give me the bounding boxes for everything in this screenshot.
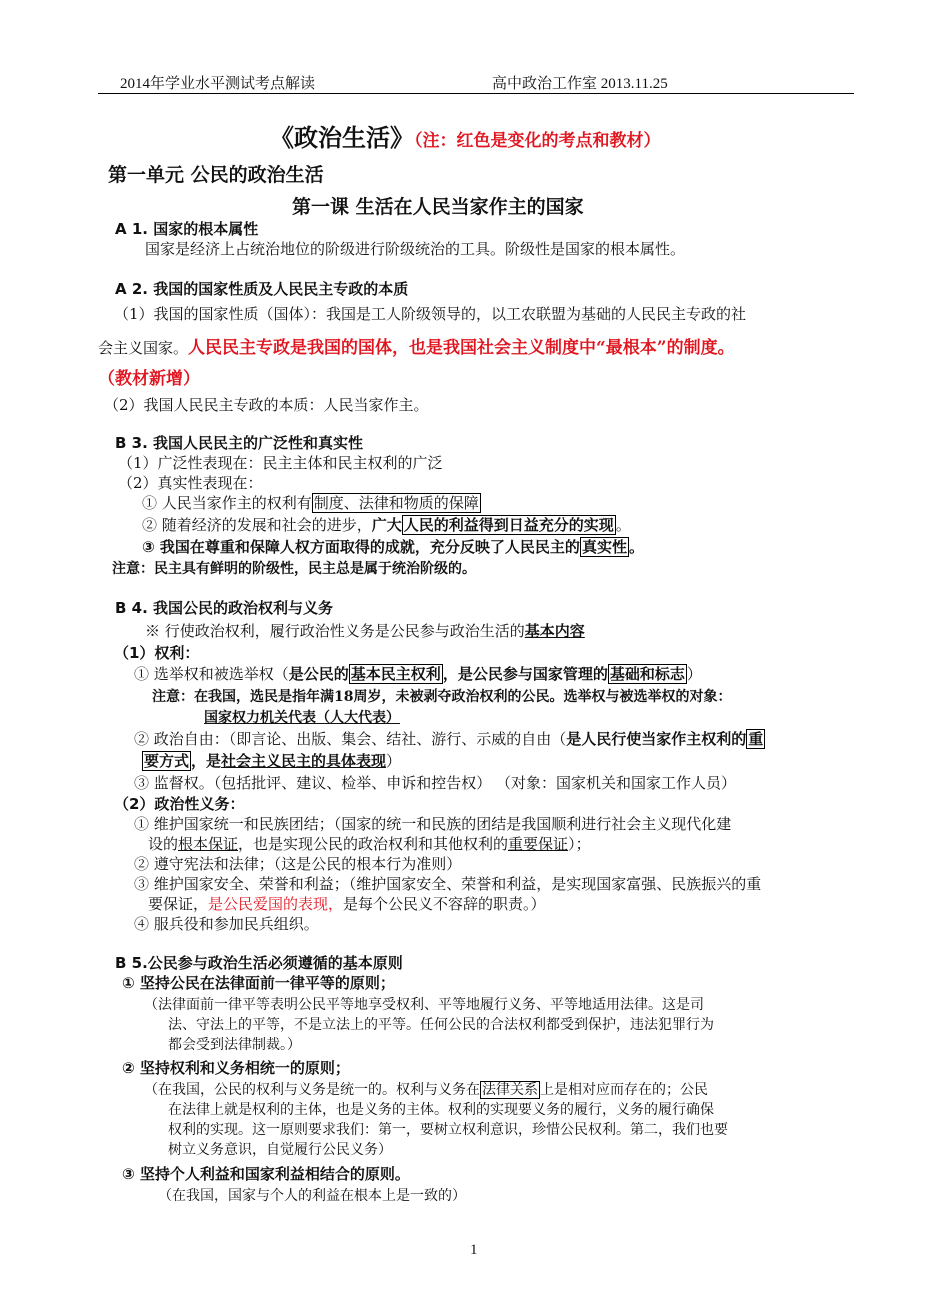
b3-line3-text: ① 人民当家作主的权利有: [142, 494, 312, 512]
b4-duties-label: （2）政治性义务：: [114, 795, 245, 813]
b3-line4-bold: 广大: [371, 516, 402, 534]
b3-note: 注意：民主具有鲜明的阶级性，民主总是属于统治阶级的。: [112, 561, 476, 577]
title-note: （注：红色是变化的考点和教材）: [414, 131, 661, 151]
b5-p2-l1-b: 上是相对应而存在的；公民: [540, 1082, 708, 1098]
b3-line5-end: 。: [628, 538, 644, 556]
b4-heading: B 4. 我国公民的政治权利与义务: [115, 599, 334, 617]
page-title: [270, 118, 661, 153]
a2-p2: [104, 394, 429, 415]
b5-p3-title: ③ 坚持个人利益和国家利益相结合的原则。: [122, 1165, 410, 1183]
b5-p2-l1: [144, 1079, 708, 1099]
b3-line3: [142, 492, 481, 513]
b3-line5: [142, 536, 644, 557]
b4-d1-underline2: 重要保证: [508, 835, 569, 853]
b5-p2-l4: 树立义务意识，自觉履行公民义务）: [168, 1142, 392, 1158]
a1-body: 国家是经济上占统治地位的阶级进行阶级统治的工具。阶级性是国家的根本属性。: [145, 240, 686, 258]
b4-r2-cont: [142, 750, 401, 771]
unit-title: 第一单元 公民的政治生活: [108, 164, 324, 186]
b5-p2-l2: 在法律上就是权利的主体，也是义务的主体。权利的实现要义务的履行，义务的履行确保: [168, 1102, 714, 1118]
a2-textbook-new: （教材新增）: [98, 369, 200, 389]
b3-line5-box: 真实性: [581, 538, 627, 556]
b4-r1-b: 是公民的: [288, 665, 349, 683]
a2-p1-line2: [98, 333, 735, 358]
b4-r1: [134, 663, 702, 684]
b4-r2-box1: 重: [748, 730, 764, 748]
b4-r2-box2: 要方式: [144, 752, 190, 770]
b4-r1-box2: 基础和标志: [609, 665, 685, 683]
header-right: 高中政治工作室 2013.11.25: [492, 76, 668, 92]
b3-line4-end: 。: [615, 516, 631, 534]
b3-line2: （2）真实性表现在：: [118, 474, 263, 492]
b5-p2-l3: 权利的实现。这一原则要求我们：第一，要树立权利意识，珍惜公民权利。第二，我们也要: [168, 1122, 728, 1138]
header-rule: [98, 93, 854, 94]
b4-r2-b: 是人民行使当家作主权利的: [566, 730, 747, 748]
b4-d3-line2-a: 要保证，: [148, 895, 209, 913]
b4-r2: [134, 728, 765, 749]
b4-r1-note1: 注意：在我国，选民是指年满18周岁，未被剥夺政治权利的公民。选举权与被选举权的对象：: [152, 689, 732, 705]
b4-d1-line2: [148, 833, 591, 854]
page-number: 1: [470, 1242, 478, 1258]
b4-d4: ④ 服兵役和参加民兵组织。: [134, 915, 319, 933]
b4-r2-underline: 社会主义民主的具体表现: [221, 752, 387, 770]
a2-p1-line1: （1）我国的国家性质（国体）：我国是工人阶级领导的，以工农联盟为基础的人民民主专政的社: [114, 305, 747, 323]
b4-d3-red: 是公民爱国的表现，: [208, 895, 344, 913]
b4-d3-line2-b: 是每个公民义不容辞的职责。）: [343, 895, 546, 913]
b4-r1-d: ）: [686, 665, 702, 683]
header-left: 2014年学业水平测试考点解读: [120, 76, 316, 92]
b4-intro: [145, 620, 585, 641]
b3-line5-text: ③ 我国在尊重和保障人权方面取得的成就，充分反映了人民民主的: [142, 538, 580, 556]
b5-p3-l1: （在我国，国家与个人的利益在根本上是一致的）: [158, 1188, 466, 1204]
b4-intro-text: ※ 行使政治权利，履行政治性义务是公民参与政治生活的: [145, 622, 525, 640]
lesson-title: 第一课 生活在人民当家作主的国家: [292, 196, 584, 218]
a2-p1-line2-text: 会主义国家。: [98, 339, 189, 357]
b5-p2-title: ② 坚持权利和义务相统一的原则；: [122, 1059, 350, 1077]
a2-p2-label: （2）我国人民民主专政的本质：: [104, 396, 324, 414]
b5-p1-l1: （法律面前一律平等表明公民平等地享受权利、平等地履行义务、平等地适用法律。这是司: [144, 997, 704, 1013]
b4-r1-note2: 国家权力机关代表（人大代表）: [204, 710, 400, 726]
b5-p1-l2: 法、守法上的平等，不是立法上的平等。任何公民的合法权利都受到保护，违法犯罪行为: [168, 1017, 714, 1033]
b3-line4: [142, 514, 631, 535]
b4-r2-text: ② 政治自由：（即言论、出版、集会、结社、游行、示威的自由（: [134, 730, 567, 748]
b4-d1-underline1: 根本保证: [178, 835, 239, 853]
b4-r2-c: ，是: [191, 752, 222, 770]
b4-d2: ② 遵守宪法和法律；（这是公民的根本行为准则）: [134, 855, 462, 873]
title-main: 《政治生活》: [270, 123, 414, 152]
b3-line1: （1）广泛性表现在：民主主体和民主权利的广泛: [118, 454, 443, 472]
b4-d1-line1: ① 维护国家统一和民族团结；（国家的统一和民族的团结是我国顺利进行社会主义现代化建: [134, 815, 732, 833]
b3-line4-text: ② 随着经济的发展和社会的进步，: [142, 516, 372, 534]
a2-p1-red: 人民民主专政是我国的国体，也是我国社会主义制度中“最根本”的制度。: [188, 338, 735, 358]
b4-r3: ③ 监督权。（包括批评、建议、检举、申诉和控告权） （对象：国家机关和国家工作人员）: [134, 774, 737, 792]
b5-heading: B 5.公民参与政治生活必须遵循的基本原则: [115, 954, 403, 972]
a1-heading: A 1. 国家的根本属性: [115, 220, 259, 238]
b4-r1-box1: 基本民主权利: [350, 665, 441, 683]
b5-p2-l1-a: （在我国，公民的权利与义务是统一的。权利与义务在: [144, 1082, 480, 1098]
b4-d1-line2-b: ，也是实现公民的政治权利和其他权利的: [238, 835, 509, 853]
b4-r1-text: ① 选举权和被选举权（: [134, 665, 289, 683]
b4-intro-underline: 基本内容: [524, 622, 585, 640]
b4-d1-line2-c: ）；: [568, 835, 591, 853]
b4-d3-line1: ③ 维护国家安全、荣誉和利益；（维护国家安全、荣誉和利益，是实现国家富强、民族振兴的重: [134, 875, 762, 893]
b5-p1-l3: 都会受到法律制裁。）: [168, 1037, 301, 1053]
b3-line3-box: 制度、法律和物质的保障: [313, 494, 479, 512]
a2-heading: A 2. 我国的国家性质及人民民主专政的本质: [115, 280, 409, 298]
b5-p1-title: ① 坚持公民在法律面前一律平等的原则；: [122, 974, 395, 992]
b4-d1-line2-a: 设的: [148, 835, 179, 853]
b4-r2-d: ）: [386, 752, 402, 770]
b3-line4-box: 人民的利益得到日益充分的实现: [403, 516, 614, 534]
b3-heading: B 3. 我国人民民主的广泛性和真实性: [115, 434, 364, 452]
b4-rights-label: （1）权利：: [114, 644, 200, 662]
a2-p2-value: 人民当家作主。: [323, 396, 429, 414]
b4-r1-c: ，是公民参与国家管理的: [442, 665, 608, 683]
b5-p2-l1-box: 法律关系: [482, 1082, 538, 1098]
b4-d3-line2: [148, 893, 546, 914]
